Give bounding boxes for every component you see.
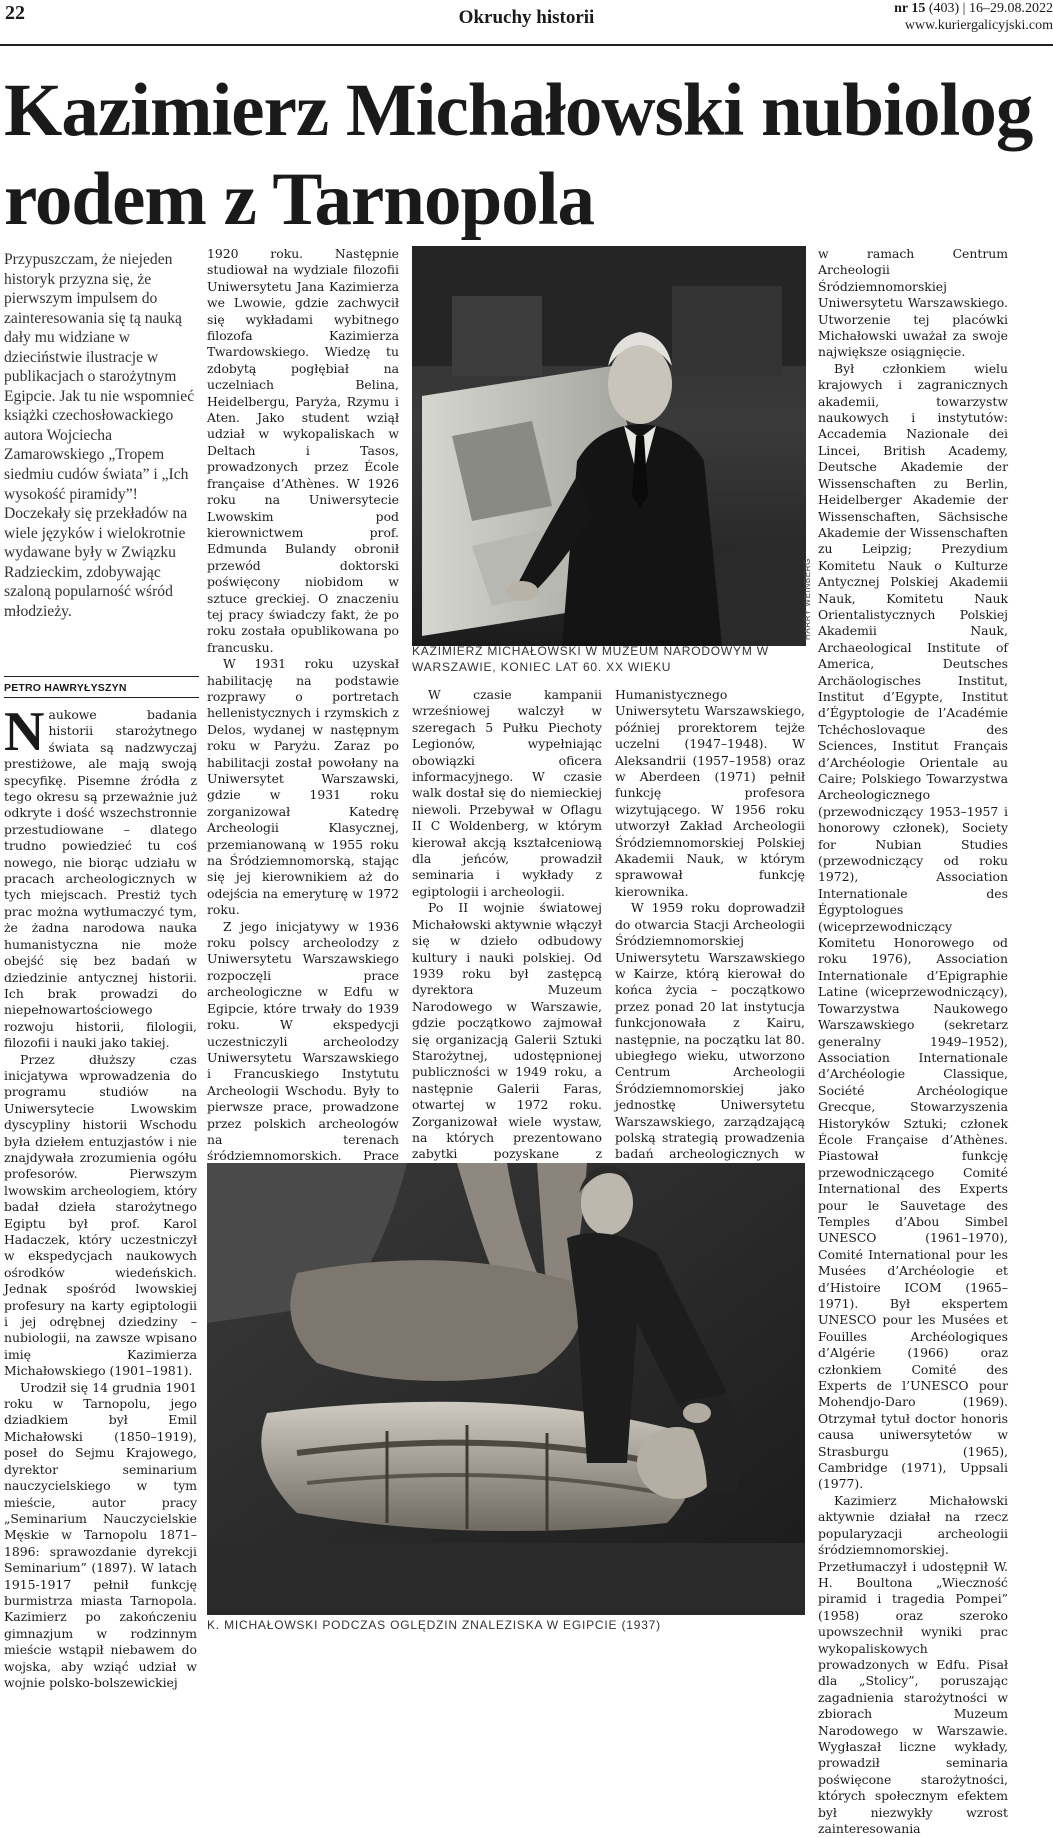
drop-cap: N bbox=[4, 701, 45, 763]
issue-label: nr 15 bbox=[894, 1, 926, 16]
header-rule bbox=[0, 44, 1053, 46]
portrait-photo-illustration bbox=[412, 246, 806, 646]
photo-museum-portrait bbox=[412, 246, 806, 646]
paragraph: Po II wojnie światowej Michałowski aktywnie włączył się w dzieło odbudowy kultury i nauki polskiej. Od 1939 roku był zastępcą dyrektora Muzeum Narodowego w Warszawie, gdzie początkowo zajmował się organizacją Galerii Sztuki Starożytnej, udostępnionej publiczności w 1949 roku, a następnie Galerii Faras, otwartej w 1972 roku. Zorganizował wiele wystaw, na których prezentowano zabytki pozyskane z bbox=[412, 900, 602, 1162]
issue-info bbox=[894, 0, 1053, 34]
paragraph: Przez dłuższy czas inicjatywa wprowadzenia do programu studiów na Uniwersytecie Lwowskim dyscypliny historii Wschodu była dziełem entuzjastów i nie znajdywała zrozumienia ogółu profesorów. Pierwszym lwowskim archeologiem, który badał dzieła starożytnego Egiptu był prof. Karol Hadaczek, który uczestniczył w ekspedycjach naukowych ośrodków wiedeńskich. Jednak spośród lwowskiej profesury na karty egiptologii i jej odrębnej dziedziny – nubiologii, na zawsze wpisano imię Kazimierza Michałowskiego (1901–1981). bbox=[4, 1051, 197, 1379]
article-column-4 bbox=[615, 687, 805, 1162]
paragraph: w ramach Centrum Archeologii Śródziemnomorskiej Uniwersytetu Warszawskiego. Utworzenie tej placówki Michałowski uważał za swoje największe osiągnięcie. bbox=[818, 246, 1008, 360]
photo-credit: HARRY WEINBERG bbox=[803, 558, 812, 640]
paragraph: 1920 roku. Następnie studiował na wydziale filozofii Uniwersytetu Jana Kazimierza we Lwowie, gdzie zachwycił się wykładami wybitnego filozofa Kazimierza Twardowskiego. Wiedzę tu zdobytą pogłębiał na uczelniach Belina, Heidelbergu, Paryża, Rzymu i Aten. Jako student wziął udział w wykopaliskach w Deltach i Tasos, prowadzonych przez École française d’Athènes. W 1926 roku na Uniwersytecie Lwowskim pod kierownictwem prof. Edmunda Bulandy obronił przewód doktorski poświęcony niobidom w sztuce greckiej. O znaczeniu tej pracy świadczy fakt, że po roku została opublikowana po francusku. bbox=[207, 246, 399, 655]
photo-caption-excavation: K. MICHAŁOWSKI PODCZAS OGLĘDZIN ZNALEZISKA W EGIPCIE (1937) bbox=[207, 1618, 661, 1632]
article-column-5 bbox=[818, 246, 1008, 1836]
paragraph: Urodził się 14 grudnia 1901 roku w Tarnopolu, jego dziadkiem był Emil Michałowski (1850–1919), poseł do Sejmu Krajowego, dyrektor seminarium nauczycielskiego w tym mieście, autor pracy „Seminarium Nauczycielskie Męskie w Tarnopolu 1871–1896: sprawozdanie dyrekcji Seminarium” (1897). W latach 1915-1917 pełnił funkcję burmistrza miasta Tarnopola. Kazimierz po zakończeniu gimnazjum w rodzinnym mieście wstąpił niebawem do wojska, aby wziąć udział w wojnie polsko-bolszewickiej bbox=[4, 1379, 197, 1690]
article-title: Kazimierz Michałowski nubiolog rodem z Tarnopola bbox=[4, 69, 1033, 241]
paragraph: Naukowe badania historii starożytnego świata są nadzwyczaj prestiżowe, ale mają swoją specyfikę. Pisemne źródła z tego okresu są przeważnie już odkryte i dość wszechstronnie przestudiowane – dlatego trudno powiedzieć tu coś nowego, nie biorąc udziału w pracach archeologicznych w tych miejscach. Prestiż tych prac można wytłumaczyć tym, że żadna narodowa nauka humanistyczna nie może obejść się bez badań w dziedzinie antycznej historii. Ich brak prowadzi do niepełnowartościowego rozwoju historii, filologii, filozofii i nauki jako takiej. bbox=[4, 701, 197, 1051]
article-column-2 bbox=[207, 246, 399, 1164]
article-column-1 bbox=[4, 701, 197, 1690]
article-lead: Przypuszczam, że niejeden historyk przyzna się, że pierwszym impulsem do zainteresowania się tą nauką dały mu widziane w dzieciństwie ilustracje w publikacjach o starożytnym Egipcie. Jak tu nie wspomnieć książki czechosłowackiego autora Wojciecha Zamarowskiego „Tropem siedmiu cudów świata” i „Ich wysokość piramidy”! Doczekały się przekładów na wiele języków i wielokrotnie wydawane były w Związku Radzieckim, zdobywając szaloną popularność wśród młodzieży. bbox=[4, 251, 195, 620]
page-header bbox=[0, 0, 1053, 46]
article-author: PETRO HAWRYŁYSZYN bbox=[4, 676, 199, 694]
paragraph: Kazimierz Michałowski aktywnie działał na rzecz popularyzacji archeologii śródziemnomorskiej. Przetłumaczył i udostępnił W. H. Boultona „Wieczność piramid i tragedia Pompei” (1958) oraz szeroko upowszechnił wyniki prac wykopaliskowych prowadzonych w Edfu. Pisał dla „Stolicy”, poruszając zagadnienia starożytności w zbiorach Muzeum Narodowego w Warszawie. Wygłaszał liczne wykłady, prowadził seminaria poświęcone starożytności, których społecznym efektem był niezwykły wzrost zainteresowania bbox=[818, 1492, 1008, 1836]
photo-caption-museum: KAZIMIERZ MICHAŁOWSKI W MUZEUM NARODOWYM W WARSZAWIE, KONIEC LAT 60. XX WIEKU bbox=[412, 644, 769, 674]
section-title: Okruchy historii bbox=[458, 7, 595, 28]
paragraph: Był członkiem wielu krajowych i zagranicznych akademii, towarzystw naukowych i instytutów: Accademia Nazionale dei Lincei, British Academy, Deutsche Akademie der Wissenschaften zu Berlin, Heidelberger Akademie der Wissenschaften, Sächsische Akademie der Wissenschaften zu Leipzig; Prezydium Komitetu Nauk o Kulturze Antycznej Polskiej Akademii Nauk, Komitetu Nauk Orientalistycznych Polskiej Akademii Nauk, Archaeological Institute of America, Deutsches Archäologisches Institut, Institut d’Egypte, Institut d’Égyptologie de l’Académie Tchéchoslovaque des Sciences, Institut Français d’Archéologie Orientale au Caire; Polskiego Towarzystwa Archeologicznego (przewodniczący 1953–1957 i honorowy członek), Society for Nubian Studies (przewodniczący od roku 1972), Association Internationale des Égyptologues (wiceprzewodniczący Komitetu Honorowego od roku 1976), Association Internationale d’Epigraphie Latine (wiceprzewodniczący), Towarzystwa Naukowego Warszawskiego (sekretarz generalny 1949–1952), Association Internationale d’Archéologie Classique, Société Archéologique Grecque, Stowarzyszenia Historyków Sztuki; członek École Française d’Athènes. Piastował funkcję przewodniczącego Comité International des Experts pour le Sauvetage des Temples d’Abou Simbel UNESCO (1961–1970), Comité International pour les Musées d’Archéologie et d’Histoire ICOM (1965–1971). Był ekspertem UNESCO pour les Musées et Fouilles Archéologiques d’Algérie (1966) oraz członkiem Comité des Experts de l’UNESCO pour Mohendjo-Daro (1969). Otrzymał tytuł doctor honoris causa uniwersytetów w Strasburgu (1965), Cambridge (1971), Uppsali (1977). bbox=[818, 360, 1008, 1492]
issue-number: (403) | 16–29.08.2022 bbox=[925, 1, 1053, 16]
website-link[interactable]: www.kuriergalicyjski.com bbox=[904, 18, 1053, 33]
photo-excavation bbox=[207, 1163, 805, 1615]
paragraph: W 1931 roku uzyskał habilitację na podstawie rozprawy o portretach hellenistycznych i rzymskich z Delos, wydanej w następnym roku w Paryżu. Zaraz po habilitacji został powołany na Uniwersytet Warszawski, gdzie w 1931 roku zorganizował Katedrę Archeologii Klasycznej, przemianowaną w 1955 roku na Śródziemnomorską, stając się jej kierownikiem aż do odejścia na emeryturę w 1972 roku. bbox=[207, 656, 399, 918]
excavation-photo-illustration bbox=[207, 1163, 805, 1615]
paragraph: W czasie kampanii wrześniowej walczył w szeregach 5 Pułku Piechoty Legionów, wypełniając obowiązki oficera informacyjnego. W czasie walk dostał się do niemieckiej niewoli. Przebywał w Oflagu II C Woldenberg, w którym kierował akcją kształceniową dla jeńców, prowadził seminaria i wykłady z egiptologii i archeologii. bbox=[412, 687, 602, 899]
paragraph: W 1959 roku doprowadził do otwarcia Stacji Archeologii Śródziemnomorskiej Uniwersytetu Warszawskiego w Kairze, którą kierował do końca życia – początkowo przez ponad 20 lat instytucja funkcjonowała z Kairu, następnie, na początku lat 80. ubiegłego wieku, utworzono Centrum Archeologii Śródziemnomorskiej jako jednostkę Uniwersytetu Warszawskiego, zarządzającą polską strategią prowadzenia badań archeologicznych w bbox=[615, 900, 805, 1162]
paragraph: Z jego inicjatywy w 1936 roku polscy archeolodzy z Uniwersytetu Warszawskiego rozpoczęli prace archeologiczne w Edfu w Egipcie, które trwały do 1939 roku. W ekspedycji uczestniczyli archeolodzy Uniwersytetu Warszawskiego i Francuskiego Instytutu Archeologii Wschodu. Były to pierwsze prace, prowadzone przez polskich archeologów na terenach śródziemnomorskich. Prace bbox=[207, 918, 399, 1164]
page-number: 22 bbox=[5, 2, 25, 24]
author-rule bbox=[4, 697, 199, 698]
article-column-3 bbox=[412, 687, 602, 1162]
paragraph: Humanistycznego Uniwersytetu Warszawskiego, później prorektorem tejże uczelni (1947–1948). W Aleksandrii (1957–1958) oraz w Aberdeen (1971) pełnił funkcję profesora wizytującego. W 1956 roku utworzył Zakład Archeologii Śródziemnomorskiej Polskiej Akademii Nauk, w którym sprawował funkcję kierownika. bbox=[615, 687, 805, 899]
